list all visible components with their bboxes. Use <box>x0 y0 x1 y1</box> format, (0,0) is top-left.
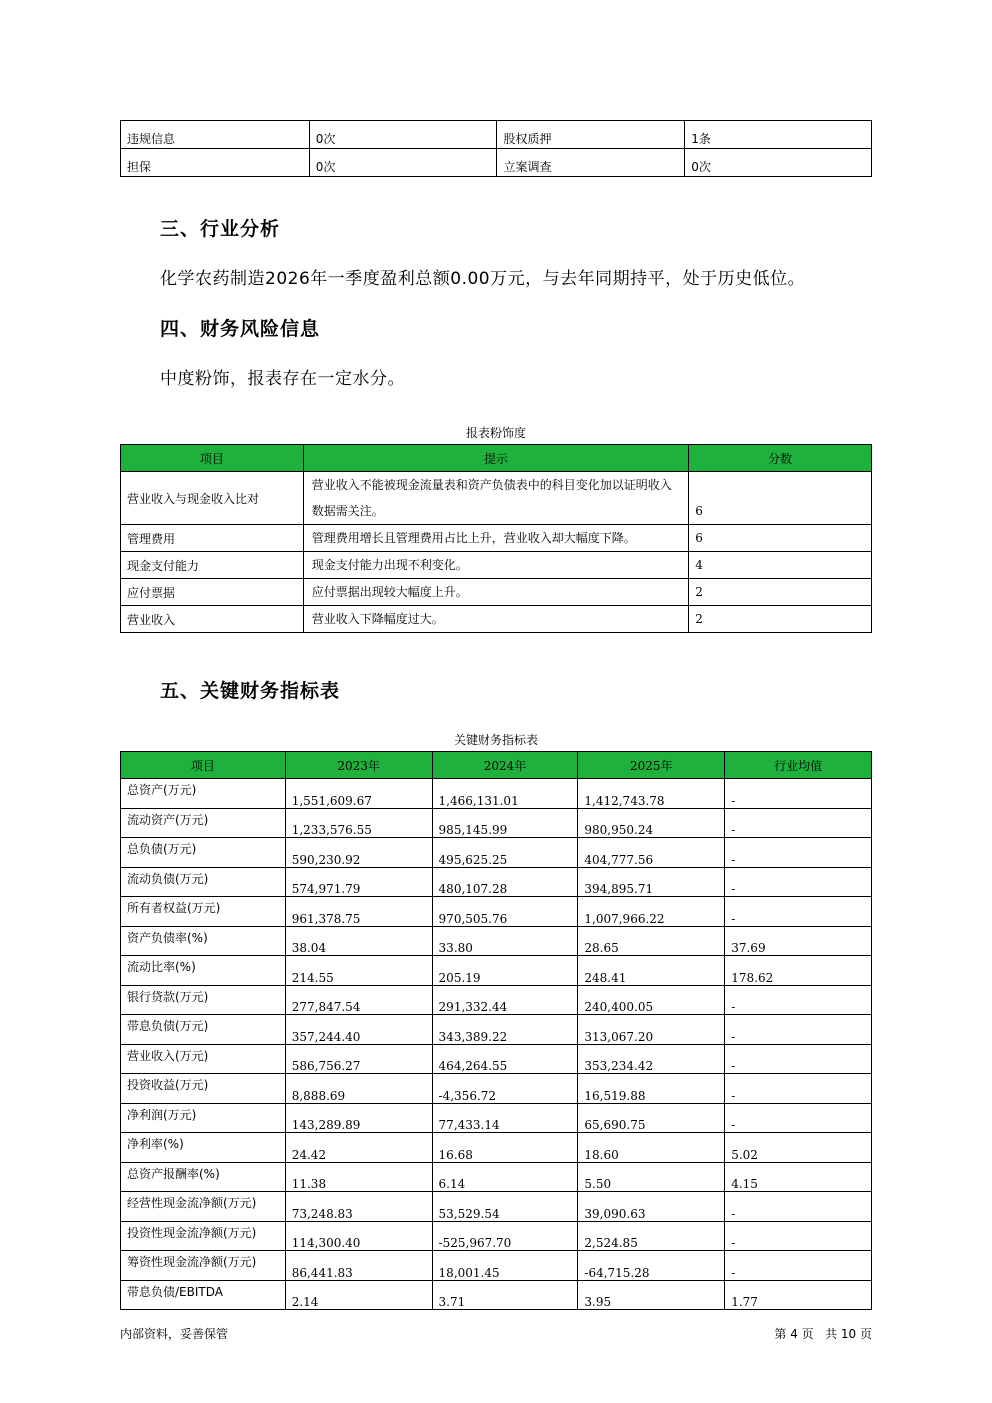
fin-value: 5.50 <box>578 1162 725 1192</box>
fin-value: 205.19 <box>432 956 578 986</box>
fin-value: 240,400.05 <box>578 985 725 1015</box>
whitewash-hint: 现金支付能力出现不利变化。 <box>303 552 688 579</box>
fin-value: 464,264.55 <box>432 1044 578 1074</box>
fin-item-label: 资产负债率(%) <box>121 926 286 956</box>
fin-value: 73,248.83 <box>285 1192 432 1222</box>
fin-value: - <box>725 838 872 868</box>
risk-value: 0次 <box>309 121 497 149</box>
fin-row <box>121 926 872 956</box>
fin-item-label: 流动资产(万元) <box>121 808 286 838</box>
fin-value: 18,001.45 <box>432 1251 578 1281</box>
fin-item-label: 经营性现金流净额(万元) <box>121 1192 286 1222</box>
risk-value: 1条 <box>685 121 872 149</box>
fin-value: 985,145.99 <box>432 808 578 838</box>
fin-item-label: 筹资性现金流净额(万元) <box>121 1251 286 1281</box>
fin-value: - <box>725 897 872 927</box>
risk-value: 0次 <box>685 149 872 177</box>
whitewash-row <box>121 552 872 579</box>
fin-table-caption: 关键财务指标表 <box>453 733 538 747</box>
risk-info-table <box>120 120 872 177</box>
fin-value: 480,107.28 <box>432 867 578 897</box>
financial-risk-text: 中度粉饰，报表存在一定水分。 <box>160 369 405 389</box>
fin-value: -525,967.70 <box>432 1221 578 1251</box>
fin-row <box>121 838 872 868</box>
fin-row <box>121 867 872 897</box>
fin-value: - <box>725 1221 872 1251</box>
risk-value: 0次 <box>309 149 497 177</box>
fin-row <box>121 1221 872 1251</box>
fin-item-label: 银行贷款(万元) <box>121 985 286 1015</box>
whitewash-item: 营业收入与现金收入比对 <box>121 472 304 525</box>
fin-indicators-table <box>120 751 872 1310</box>
fin-value: 1,412,743.78 <box>578 779 725 809</box>
whitewash-header-cell: 分数 <box>689 445 872 472</box>
fin-value: 24.42 <box>285 1133 432 1163</box>
fin-value: 143,289.89 <box>285 1103 432 1133</box>
fin-value: - <box>725 1103 872 1133</box>
fin-header-cell: 2025年 <box>578 752 725 779</box>
fin-value: 586,756.27 <box>285 1044 432 1074</box>
whitewash-table-caption: 报表粉饰度 <box>465 426 526 440</box>
whitewash-score: 2 <box>689 606 872 633</box>
fin-value: 5.02 <box>725 1133 872 1163</box>
whitewash-score: 6 <box>689 472 872 525</box>
fin-value: 6.14 <box>432 1162 578 1192</box>
fin-value: 313,067.20 <box>578 1015 725 1045</box>
fin-value: 1,233,576.55 <box>285 808 432 838</box>
fin-value: - <box>725 1074 872 1104</box>
whitewash-header-cell: 项目 <box>121 445 304 472</box>
fin-value: 277,847.54 <box>285 985 432 1015</box>
whitewash-hint: 管理费用增长且管理费用占比上升，营业收入却大幅度下降。 <box>303 525 688 552</box>
fin-header-cell: 2023年 <box>285 752 432 779</box>
fin-item-label: 总资产(万元) <box>121 779 286 809</box>
section-3-title: 三、行业分析 <box>160 218 281 240</box>
fin-item-label: 总资产报酬率(%) <box>121 1162 286 1192</box>
whitewash-item: 现金支付能力 <box>121 552 304 579</box>
fin-value: 86,441.83 <box>285 1251 432 1281</box>
fin-row <box>121 1251 872 1281</box>
fin-header-cell: 2024年 <box>432 752 578 779</box>
fin-item-label: 营业收入(万元) <box>121 1044 286 1074</box>
fin-item-label: 投资性现金流净额(万元) <box>121 1221 286 1251</box>
risk-row <box>121 149 872 177</box>
fin-value: 39,090.63 <box>578 1192 725 1222</box>
whitewash-score: 6 <box>689 525 872 552</box>
fin-header-cell: 行业均值 <box>725 752 872 779</box>
fin-value: 53,529.54 <box>432 1192 578 1222</box>
whitewash-score: 2 <box>689 579 872 606</box>
fin-value: 1,551,609.67 <box>285 779 432 809</box>
fin-item-label: 带息负债/EBITDA <box>121 1280 286 1310</box>
fin-row <box>121 1162 872 1192</box>
fin-header-cell: 项目 <box>121 752 286 779</box>
fin-item-label: 流动比率(%) <box>121 956 286 986</box>
fin-item-label: 投资收益(万元) <box>121 1074 286 1104</box>
footer-page-number: 第 4 页 共 10 页 <box>774 1327 872 1341</box>
fin-value: 574,971.79 <box>285 867 432 897</box>
whitewash-table <box>120 444 872 633</box>
whitewash-row <box>121 579 872 606</box>
fin-value: 343,389.22 <box>432 1015 578 1045</box>
fin-row <box>121 956 872 986</box>
fin-value: 37.69 <box>725 926 872 956</box>
fin-row <box>121 808 872 838</box>
fin-value: -4,356.72 <box>432 1074 578 1104</box>
fin-row <box>121 1074 872 1104</box>
fin-item-label: 所有者权益(万元) <box>121 897 286 927</box>
fin-value: 1.77 <box>725 1280 872 1310</box>
fin-value: 33.80 <box>432 926 578 956</box>
fin-value: 970,505.76 <box>432 897 578 927</box>
whitewash-item: 应付票据 <box>121 579 304 606</box>
whitewash-hint: 营业收入下降幅度过大。 <box>303 606 688 633</box>
whitewash-row <box>121 525 872 552</box>
section-5-title: 五、关键财务指标表 <box>160 680 341 702</box>
fin-row <box>121 897 872 927</box>
fin-row <box>121 1015 872 1045</box>
fin-value: 2,524.85 <box>578 1221 725 1251</box>
fin-value: 404,777.56 <box>578 838 725 868</box>
fin-row <box>121 1133 872 1163</box>
fin-item-label: 净利润(万元) <box>121 1103 286 1133</box>
fin-value: 8,888.69 <box>285 1074 432 1104</box>
fin-value: 2.14 <box>285 1280 432 1310</box>
fin-value: - <box>725 808 872 838</box>
fin-value: 16.68 <box>432 1133 578 1163</box>
fin-value: 248.41 <box>578 956 725 986</box>
fin-value: - <box>725 1251 872 1281</box>
fin-value: 28.65 <box>578 926 725 956</box>
fin-item-label: 流动负债(万元) <box>121 867 286 897</box>
fin-value: 77,433.14 <box>432 1103 578 1133</box>
fin-value: 495,625.25 <box>432 838 578 868</box>
fin-value: 65,690.75 <box>578 1103 725 1133</box>
fin-value: 961,378.75 <box>285 897 432 927</box>
fin-value: 3.95 <box>578 1280 725 1310</box>
fin-row <box>121 985 872 1015</box>
footer-left: 内部资料，妥善保管 <box>120 1327 229 1341</box>
fin-row <box>121 1280 872 1310</box>
fin-item-label: 带息负债(万元) <box>121 1015 286 1045</box>
whitewash-row <box>121 472 872 525</box>
fin-value: -64,715.28 <box>578 1251 725 1281</box>
fin-value: 590,230.92 <box>285 838 432 868</box>
fin-value: 178.62 <box>725 956 872 986</box>
fin-value: 980,950.24 <box>578 808 725 838</box>
fin-item-label: 净利率(%) <box>121 1133 286 1163</box>
fin-value: 38.04 <box>285 926 432 956</box>
fin-value: 1,466,131.01 <box>432 779 578 809</box>
risk-label: 违规信息 <box>121 121 310 149</box>
industry-analysis-text: 化学农药制造2026年一季度盈利总额0.00万元，与去年同期持平，处于历史低位。 <box>160 269 806 289</box>
fin-value: 3.71 <box>432 1280 578 1310</box>
fin-value: 353,234.42 <box>578 1044 725 1074</box>
fin-item-label: 总负债(万元) <box>121 838 286 868</box>
fin-row <box>121 1192 872 1222</box>
fin-row <box>121 1044 872 1074</box>
fin-row <box>121 779 872 809</box>
fin-value: 114,300.40 <box>285 1221 432 1251</box>
fin-value: - <box>725 985 872 1015</box>
fin-value: - <box>725 1192 872 1222</box>
fin-value: 394,895.71 <box>578 867 725 897</box>
whitewash-hint: 营业收入不能被现金流量表和资产负债表中的科目变化加以证明收入数据需关注。 <box>303 472 688 525</box>
fin-row <box>121 1103 872 1133</box>
section-4-title: 四、财务风险信息 <box>160 318 321 340</box>
fin-value: 18.60 <box>578 1133 725 1163</box>
fin-value: - <box>725 1015 872 1045</box>
whitewash-hint: 应付票据出现较大幅度上升。 <box>303 579 688 606</box>
fin-value: - <box>725 867 872 897</box>
risk-label: 立案调查 <box>497 149 685 177</box>
whitewash-header-cell: 提示 <box>303 445 688 472</box>
whitewash-row <box>121 606 872 633</box>
fin-value: 1,007,966.22 <box>578 897 725 927</box>
risk-label: 股权质押 <box>497 121 685 149</box>
whitewash-item: 管理费用 <box>121 525 304 552</box>
fin-value: 4.15 <box>725 1162 872 1192</box>
fin-value: 16,519.88 <box>578 1074 725 1104</box>
fin-value: - <box>725 1044 872 1074</box>
fin-value: 11.38 <box>285 1162 432 1192</box>
risk-row <box>121 121 872 149</box>
whitewash-item: 营业收入 <box>121 606 304 633</box>
fin-value: 357,244.40 <box>285 1015 432 1045</box>
fin-value: - <box>725 779 872 809</box>
fin-value: 214.55 <box>285 956 432 986</box>
risk-label: 担保 <box>121 149 310 177</box>
fin-value: 291,332.44 <box>432 985 578 1015</box>
whitewash-score: 4 <box>689 552 872 579</box>
